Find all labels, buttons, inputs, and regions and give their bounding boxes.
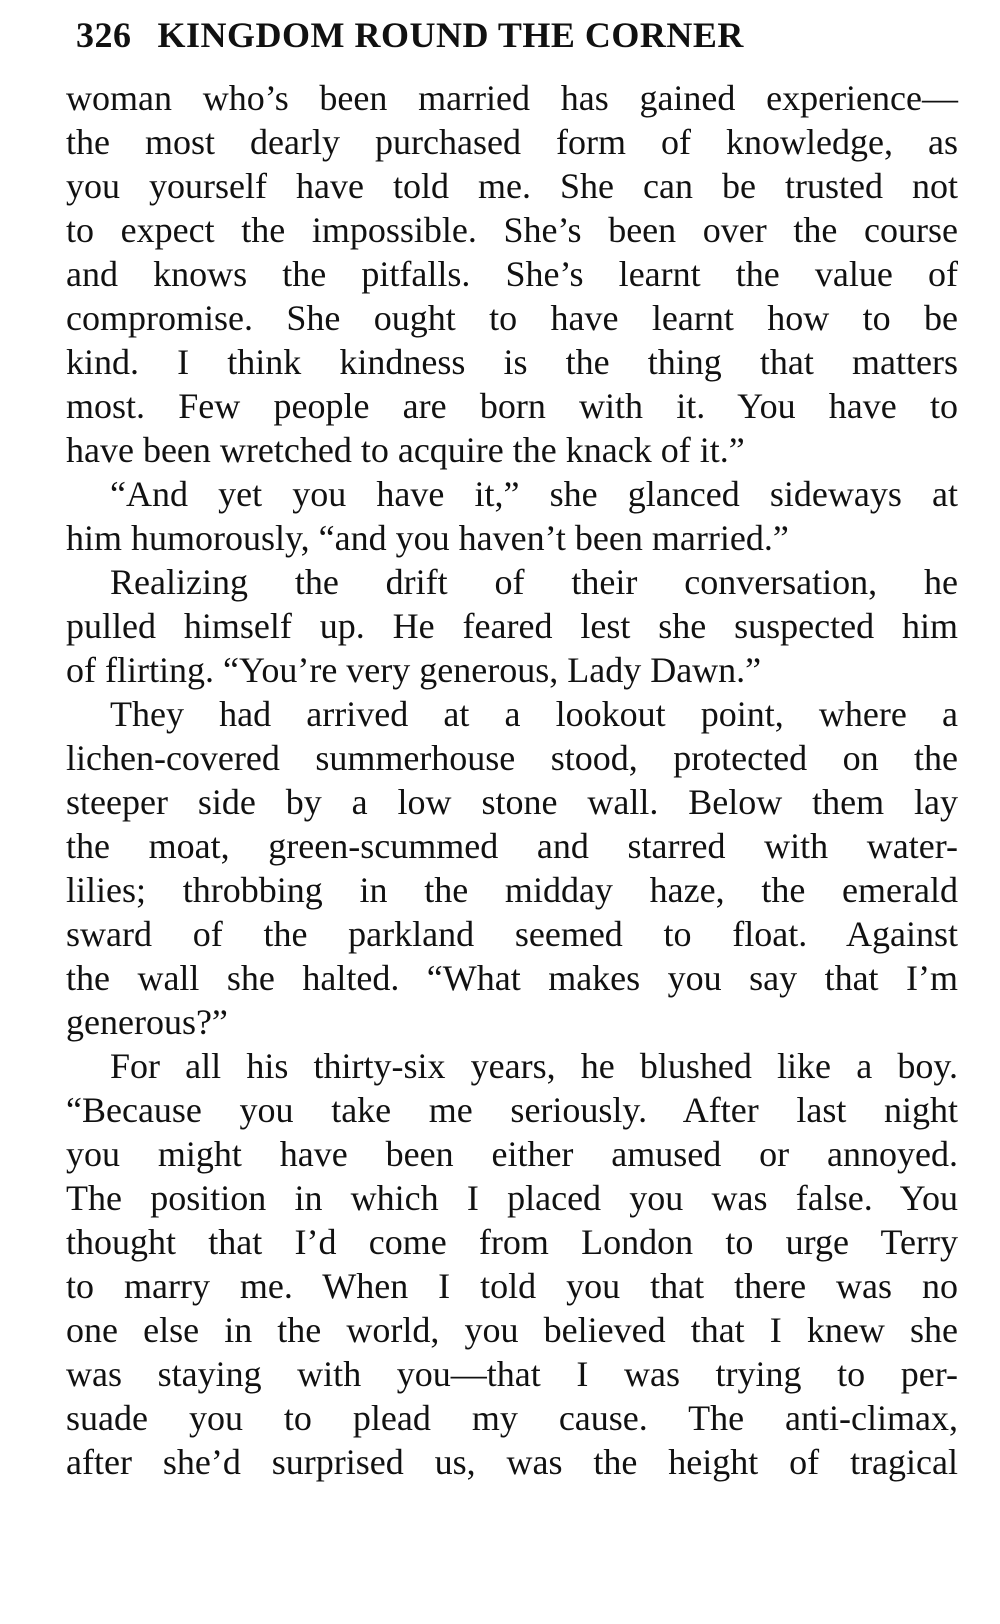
text-line: him humorously, “and you haven’t been married.” bbox=[66, 518, 789, 558]
text-line: woman who’s been married has gained experience— bbox=[66, 78, 958, 118]
text-line: generous?” bbox=[66, 1002, 228, 1042]
text-line: suade you to plead my cause. The anti-climax, bbox=[66, 1398, 958, 1438]
running-header bbox=[76, 14, 958, 76]
text-line: have been wretched to acquire the knack of it.” bbox=[66, 430, 745, 470]
text-line: the moat, green-scummed and starred with water- bbox=[66, 826, 958, 866]
text-line: one else in the world, you believed that I knew she bbox=[66, 1310, 958, 1350]
text-line: the most dearly purchased form of knowledge, as bbox=[66, 122, 958, 162]
text-line: thought that I’d come from London to urge Terry bbox=[66, 1222, 958, 1262]
body-text bbox=[66, 76, 958, 1484]
book-page bbox=[66, 14, 958, 1484]
text-line: of flirting. “You’re very generous, Lady Dawn.” bbox=[66, 650, 762, 690]
running-title: KINGDOM ROUND THE CORNER bbox=[157, 15, 744, 55]
text-line: and knows the pitfalls. She’s learnt the value of bbox=[66, 254, 958, 294]
text-line: lilies; throbbing in the midday haze, the emerald bbox=[66, 870, 958, 910]
text-line: pulled himself up. He feared lest she suspected him bbox=[66, 606, 958, 646]
text-line: The position in which I placed you was false. You bbox=[66, 1178, 958, 1218]
text-line: steeper side by a low stone wall. Below them lay bbox=[66, 782, 958, 822]
text-line: lichen-covered summerhouse stood, protected on the bbox=[66, 738, 958, 778]
text-line: “Because you take me seriously. After last night bbox=[66, 1090, 958, 1130]
text-line: after she’d surprised us, was the height of tragical bbox=[66, 1442, 958, 1482]
text-line: “And yet you have it,” she glanced sideways at bbox=[110, 474, 958, 514]
text-line: the wall she halted. “What makes you say that I’m bbox=[66, 958, 958, 998]
text-line: compromise. She ought to have learnt how to be bbox=[66, 298, 958, 338]
text-line: you yourself have told me. She can be trusted not bbox=[66, 166, 958, 206]
page-number: 326 bbox=[76, 15, 132, 55]
text-line: you might have been either amused or annoyed. bbox=[66, 1134, 958, 1174]
text-line: Realizing the drift of their conversation, he bbox=[110, 562, 958, 602]
text-line: to expect the impossible. She’s been over the course bbox=[66, 210, 958, 250]
text-line: to marry me. When I told you that there was no bbox=[66, 1266, 958, 1306]
text-line: sward of the parkland seemed to float. Against bbox=[66, 914, 958, 954]
text-line: most. Few people are born with it. You have to bbox=[66, 386, 958, 426]
text-line: was staying with you—that I was trying to per- bbox=[66, 1354, 958, 1394]
text-line: For all his thirty-six years, he blushed like a boy. bbox=[110, 1046, 958, 1086]
text-line: kind. I think kindness is the thing that matters bbox=[66, 342, 958, 382]
text-line: They had arrived at a lookout point, where a bbox=[110, 694, 958, 734]
